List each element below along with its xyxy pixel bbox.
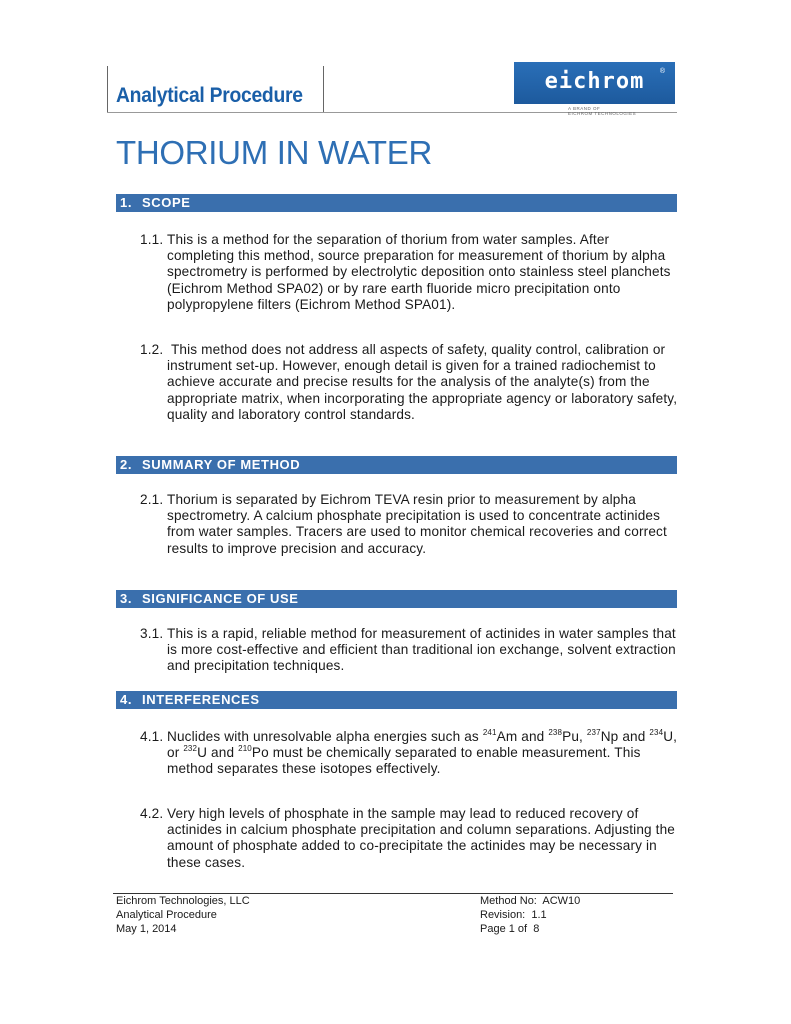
header-divider-rule (323, 66, 324, 112)
item-text: Very high levels of phosphate in the sample may lead to reduced recovery of actinides in calcium phosphate precipitation and column separations. Adjusting the amount of phosphate added to co-precipitate the actinides may be necessary in these cases. (167, 806, 676, 870)
section-header-scope (116, 194, 677, 212)
isotope-mass: 210 (238, 744, 252, 754)
list-item (140, 232, 680, 313)
section-title: SUMMARY OF METHOD (142, 457, 301, 472)
item-number: 2.1. (140, 492, 164, 507)
item-text: Thorium is separated by Eichrom TEVA resin prior to measurement by alpha spectrometry. A calcium phosphate precipitation is used to concentrate actinides from water samples. Tracers are used to monitor chemical recoveries and correct results to improve precision and accuracy. (167, 492, 667, 556)
section-number: 1. (120, 195, 133, 210)
footer-company: Eichrom Technologies, LLC (116, 895, 250, 907)
footer-method-no: Method No: ACW10 (480, 895, 581, 907)
eichrom-logo (514, 62, 675, 104)
section-header-interferences (116, 691, 677, 709)
header-left-rule (107, 66, 108, 112)
list-item (140, 729, 680, 778)
logo-subtitle-line-1: A BRAND OF (568, 106, 601, 111)
document-title: THORIUM IN WATER (116, 134, 432, 171)
section-title: INTERFERENCES (142, 692, 260, 707)
isotope-mass: 232 (183, 744, 198, 754)
section-number: 4. (120, 692, 133, 707)
list-item (140, 626, 680, 675)
section-number: 2. (120, 457, 133, 472)
item-number: 1.1. (140, 232, 164, 247)
section-header-summary (116, 456, 677, 474)
list-item (140, 492, 680, 557)
isotope-mass: 237 (586, 728, 601, 737)
item-text: Nuclides with unresolvable alpha energies such as $^{241}$Am and $^{238}$Pu, $^{237}$Np and $^{234}$U, or $^{232}$U and $^{210}$Po must be chemically separated to enable measurement. This method separates these isotopes effectively. (167, 728, 678, 777)
section-title: SCOPE (142, 195, 191, 210)
isotope-mass: 238 (548, 728, 563, 737)
footer-page: Page 1 of 8 (480, 923, 540, 935)
logo-wordmark: eichrom (544, 69, 645, 94)
logo-subtitle-line-2: EICHROM TECHNOLOGIES (568, 111, 637, 116)
section-header-significance (116, 590, 677, 608)
item-number: 3.1. (140, 626, 164, 641)
isotope-mass: 241 (482, 728, 497, 737)
footer-revision: Revision: 1.1 (480, 909, 547, 921)
section-title: SIGNIFICANCE OF USE (142, 591, 299, 606)
header-title: Analytical Procedure (116, 84, 303, 107)
footer-left (116, 894, 250, 936)
list-item (140, 342, 680, 423)
footer-doc-type: Analytical Procedure (116, 909, 217, 921)
section-number: 3. (120, 591, 133, 606)
item-text: This is a method for the separation of thorium from water samples. After completing this method, source preparation for measurement of thorium by alpha spectrometry is performed by electrolytic deposition onto stainless steel planchets (Eichrom Method SPA02) or by rare earth fluoride micro precipitation onto polypropylene filters (Eichrom Method SPA01). (167, 232, 671, 312)
footer-right (480, 894, 580, 936)
item-number: 4.1. (140, 729, 164, 744)
item-number: 4.2. (140, 806, 164, 821)
footer-date: May 1, 2014 (116, 923, 177, 935)
list-item (140, 806, 680, 871)
item-text: This method does not address all aspects of safety, quality control, calibration or instrument set-up. However, enough detail is given for a trained radiochemist to achieve accurate and precise results for the analysis of the analyte(s) from the appropriate matrix, when incorporating the appropriate agency or laboratory safety, quality and laboratory control standards. (167, 342, 682, 422)
item-number: 1.2. (140, 342, 164, 357)
logo-subtitle (568, 106, 636, 116)
isotope-mass: 234 (649, 728, 664, 737)
item-text: This is a rapid, reliable method for measurement of actinides in water samples that is more cost-effective and efficient than traditional ion exchange, solvent extraction and precipitation techniques. (167, 626, 676, 674)
logo-registered-mark: ® (659, 68, 665, 75)
